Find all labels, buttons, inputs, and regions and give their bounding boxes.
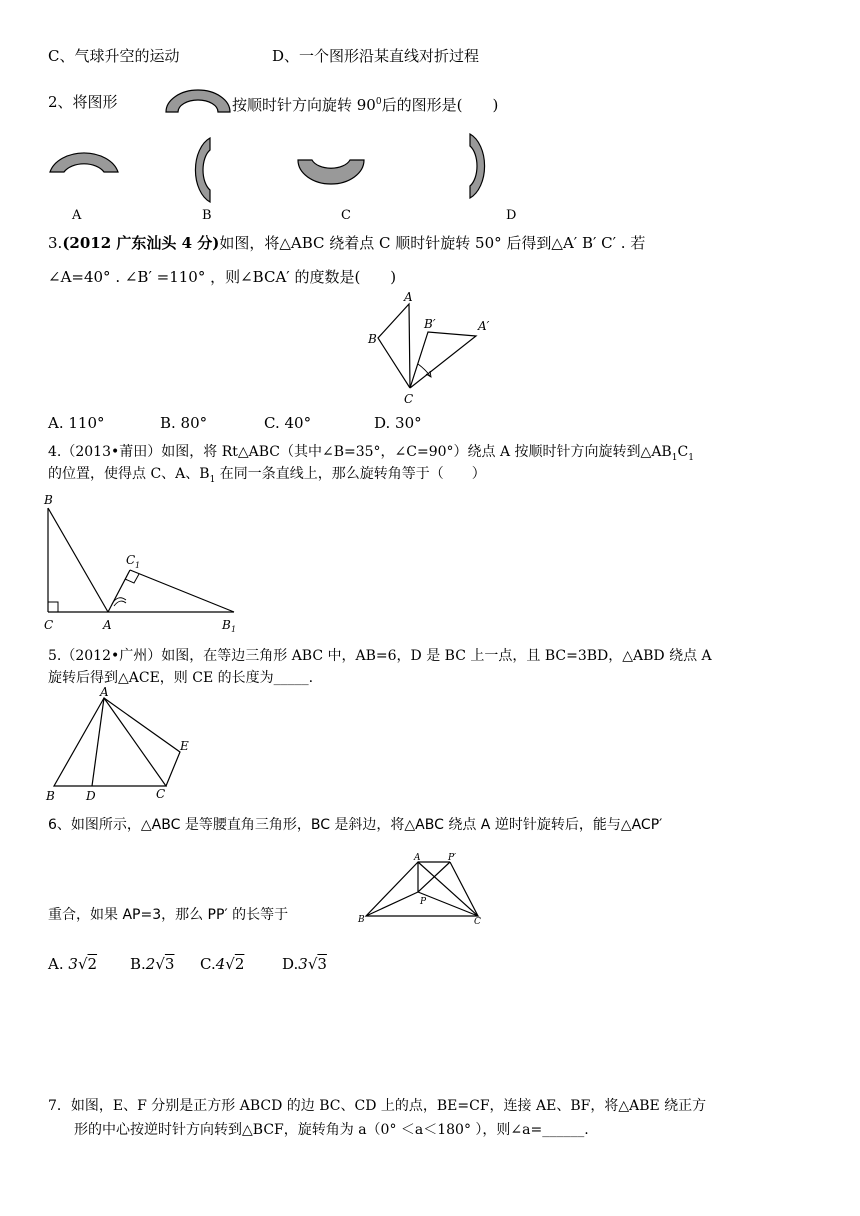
q6-option-c — [200, 954, 244, 974]
q6-label-c: C — [474, 917, 481, 927]
q2-arc-shape — [160, 84, 236, 116]
q2-label-b: B — [202, 208, 212, 223]
q3-label-bp: B′ — [424, 317, 436, 331]
q3-label-a: A — [404, 290, 413, 304]
q6-option-b-rad: 3 — [164, 955, 175, 973]
q5-line2: 旋转后得到△ACE，则 CE 的长度为_____. — [48, 670, 314, 686]
q7-line2: 形的中心按逆时针方向转到△BCF，旋转角为 a（0° ＜a＜180° ），则∠a=______. — [74, 1122, 589, 1138]
q6-option-b — [130, 954, 174, 974]
q4-sub2: 1 — [688, 452, 694, 463]
q6-option-a-rad: 2 — [87, 955, 98, 973]
sqrt-icon: √ — [77, 955, 88, 973]
q4-label-c: C — [44, 618, 54, 632]
sqrt-icon: √ — [225, 955, 235, 973]
q2-option-c-shape — [298, 160, 364, 184]
q3-line1 — [48, 233, 645, 253]
q3-source: (2012 广东汕头 4 分) — [62, 234, 220, 252]
q6-label-a: A — [414, 853, 421, 863]
q4-figure — [40, 490, 260, 640]
q2-option-b-shape — [195, 138, 210, 202]
q4-label-a: A — [103, 618, 112, 632]
q4-label-b1-sub: 1 — [231, 625, 237, 634]
sqrt-icon: √ — [307, 955, 318, 973]
q3-option-c: C. 40° — [264, 414, 312, 432]
q3-number: 3. — [48, 234, 63, 252]
q5-label-b: B — [46, 789, 55, 803]
q3-option-b: B. 80° — [160, 414, 208, 432]
q4-sub1: 1 — [671, 452, 678, 463]
q2-option-a-shape — [50, 153, 118, 172]
q2-suffix: 按顺时针方向旋转 90 — [232, 96, 376, 114]
q2-tail: 后的图形是( ) — [381, 96, 499, 114]
q4-label-c1-sub: 1 — [135, 561, 141, 570]
q6-option-b-coef: 2 — [145, 955, 156, 973]
q7-line1: 7．如图，E、F 分别是正方形 ABCD 的边 BC、CD 上的点，BE=CF，连接 AE、BF，将△ABE 绕正方 — [48, 1098, 707, 1114]
q6-label-p: P — [420, 897, 427, 907]
q4-text2a: 的位置，使得点 C、A、B — [48, 466, 210, 482]
q3-option-a: A. 110° — [48, 414, 105, 432]
q2-options-figure — [40, 130, 540, 205]
q5-figure — [40, 685, 200, 805]
q2-question-text — [232, 92, 498, 115]
q5-label-a: A — [100, 685, 109, 699]
q5-label-c: C — [156, 787, 166, 801]
q6-option-a-coef: 3 — [68, 955, 78, 973]
q4-text1: 4.（2013•莆田）如图，将 Rt△ABC（其中∠B=35°，∠C=90°）绕点 A 按顺时针方向旋转到△AB — [48, 444, 672, 460]
q5-label-d: D — [86, 789, 96, 803]
q6-line1: 6、如图所示，△ABC 是等腰直角三角形，BC 是斜边，将△ABC 绕点 A 逆时针旋转后，能与△ACP′ — [48, 817, 663, 833]
q2-label-d: D — [506, 208, 517, 223]
q6-option-b-letter: B. — [130, 955, 146, 973]
q4-label-b: B — [44, 493, 53, 507]
q1-option-d: D、一个图形沿某直线对折过程 — [272, 47, 480, 65]
q6-option-d-coef: 3 — [298, 955, 308, 973]
q6-option-d-rad: 3 — [317, 955, 327, 973]
q6-figure — [356, 850, 486, 925]
q4-text2b: 在同一条直线上，那么旋转角等于（ ） — [215, 466, 486, 482]
q2-option-d-shape — [470, 134, 485, 198]
q3-label-b: B — [368, 332, 377, 346]
q2-degree-mark: 0 — [375, 97, 382, 107]
q4-sub3: 1 — [209, 474, 216, 485]
q3-figure — [360, 290, 500, 408]
q4-label-b1: B — [222, 618, 231, 632]
q3-label-c: C — [404, 392, 414, 406]
q3-option-d: D. 30° — [374, 414, 422, 432]
q4-label-c1: C — [126, 553, 136, 567]
q2-label-c: C — [341, 208, 351, 223]
q5-line1: 5.（2012•广州）如图，在等边三角形 ABC 中，AB=6，D 是 BC 上一点，且 BC=3BD，△ABD 绕点 A — [48, 648, 712, 664]
q6-line2: 重合，如果 AP=3，那么 PP′ 的长等于 — [48, 907, 289, 923]
q6-option-c-coef: 4 — [215, 955, 226, 973]
q2-label-a: A — [72, 208, 82, 223]
q4-line2 — [48, 464, 486, 490]
q3-text: 如图，将△ABC 绕着点 C 顺时针旋转 50° 后得到△A′ B′ C′ . 若 — [219, 234, 646, 252]
q5-label-e: E — [180, 739, 189, 753]
sqrt-icon: √ — [155, 955, 165, 973]
q6-option-c-letter: C. — [200, 955, 216, 973]
q3-label-ap: A′ — [478, 319, 490, 333]
q6-option-a — [48, 954, 97, 974]
q6-label-pp: P′ — [448, 853, 457, 863]
q2-prefix: 2、将图形 — [48, 93, 118, 111]
q6-option-a-letter: A. — [48, 955, 64, 973]
q6-label-b: B — [358, 915, 365, 925]
q6-option-c-rad: 2 — [234, 955, 245, 973]
q6-option-d — [282, 954, 327, 974]
q4-c: C — [677, 444, 689, 460]
q6-option-d-letter: D. — [282, 955, 299, 973]
q3-line2: ∠A=40° . ∠B′ =110° ，则∠BCA′ 的度数是( ) — [48, 268, 397, 286]
q1-option-c: C、气球升空的运动 — [48, 47, 180, 65]
